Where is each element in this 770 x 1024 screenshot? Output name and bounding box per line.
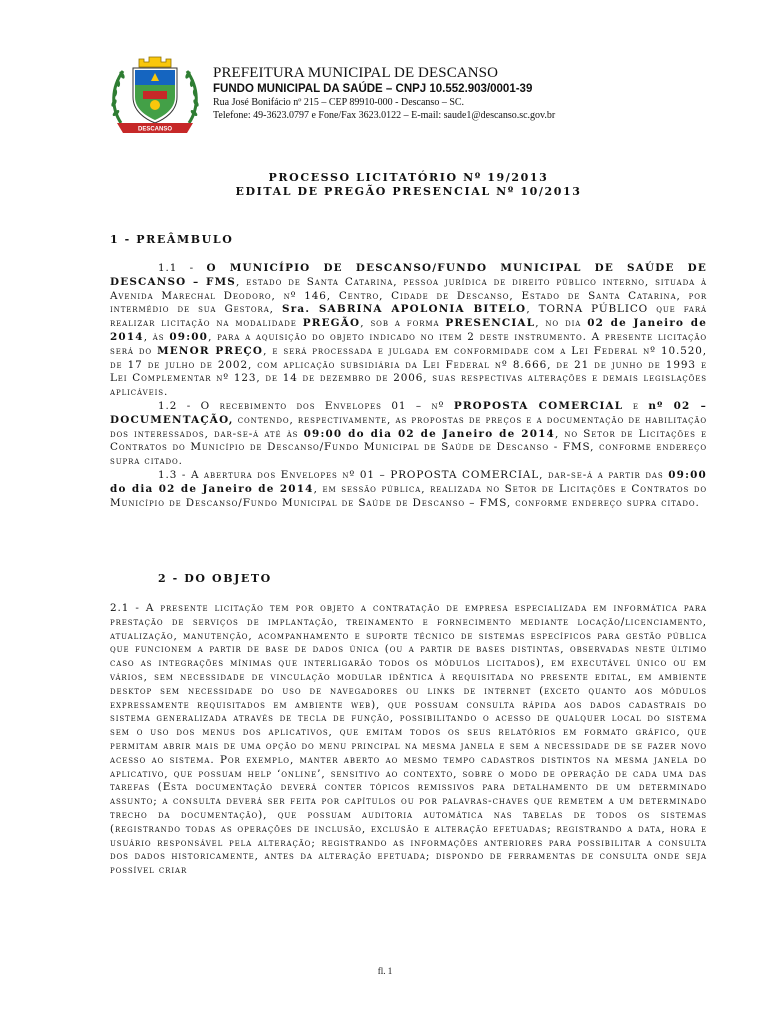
letterhead-address: Rua José Bonifácio nº 215 – CEP 89910-000 - Descanso – SC.: [213, 97, 465, 108]
letterhead: [213, 64, 733, 122]
letterhead-title: PREFEITURA MUNICIPAL DE DESCANSO: [213, 65, 499, 81]
section-heading-preambulo: 1 - PREÂMBULO: [110, 233, 234, 246]
preambulo-body: [110, 262, 707, 510]
paragraph-1-1: 1.1 - O MUNICÍPIO DE DESCANSO/FUNDO MUNICIPAL DE SAÚDE DE DESCANSO – FMS, estado de Santa Catarina, pessoa jurídica de direito público interno, situada à Avenida Marechal Deodoro, nº 146, Centro, Cidade de Descanso, Estado de Santa Catarina, por intermédio de sua Gestora, Sra. SABRINA APOLONIA BITELO, TORNA PÚBLICO que fará realizar licitação na modalidade PREGÃO, sob a forma PRESENCIAL, no dia 02 de Janeiro de 2014, às 09:00, para a aquisição do objeto indicado no item 2 deste instrumento. A presente licitação será do MENOR PREÇO, e será processada e julgada em conformidade com a Lei Federal nº 10.520, de 17 de julho de 2002, com aplicação subsidiária da Lei Federal nº 8.666, de 21 de junho de 1993 e Lei Complementar nº 123, de 14 de dezembro de 2006, suas respectivas alterações e demais legislações aplicáveis.: [110, 262, 708, 399]
process-title: PROCESSO LICITATÓRIO Nº 19/2013: [268, 171, 549, 184]
objeto-body: [110, 602, 707, 878]
letterhead-fund: FUNDO MUNICIPAL DA SAÚDE – CNPJ 10.552.903/0001-39: [213, 83, 533, 95]
paragraph-1-2: 1.2 - O recebimento dos Envelopes 01 – nº PROPOSTA COMERCIAL e nº 02 – DOCUMENTAÇÃO, contendo, respectivamente, as propostas de preços e a documentação de habilitação dos interessados, dar-se-á até às 09:00 do dia 02 de Janeiro de 2014, no Setor de Licitações e Contratos do Município de Descanso/Fundo Municipal de Saúde de Descanso - FMS, conforme endereço supra citado.: [110, 399, 708, 468]
edital-title: EDITAL DE PREGÃO PRESENCIAL Nº 10/2013: [235, 185, 582, 198]
letterhead-phone: Telefone: 49-3623.0797 e Fone/Fax 3623.0122 – E-mail: saude1@descanso.sc.gov.br: [213, 110, 556, 121]
document-title: [110, 171, 707, 199]
crest-ribbon-text: DESCANSO: [137, 126, 173, 133]
section-heading-objeto: 2 - DO OBJETO: [158, 572, 272, 585]
paragraph-2-1: 2.1 - A presente licitação tem por objeto a contratação de empresa especializada em informática para prestação de serviços de implantação, treinamento e fornecimento mediante locação/licenciamento, atualização, manutenção, acompanhamento e suporte técnico de sistemas específicos para gestão pública que funcionem a partir de base de dados única (ou a partir de bases distintas, observadas neste último caso as integrações mínimas que interligarão todos os módulos licitados), em executável único ou em vários, sem necessidade de vinculação modular idêntica à requisitada no presente edital, em ambiente desktop sem necessidade do uso de navegadores ou links de internet (exceto quanto aos módulos expressamente requisitados em ambiente web), que possuam consulta rápida aos dados cadastrais do sistema generalizada através de tecla de função, possibilitando o acesso de qualquer local do sistema sem o uso dos menus dos aplicativos, que emitam todos os seus relatórios em formato gráfico, que permitam abrir mais de uma opção do menu principal na mesma janela e sem a necessidade de se fazer novo acesso ao sistema. Por exemplo, manter aberto ao mesmo tempo cadastros distintos na mesma janela do aplicativo, que possuam help ‘online’, sensitivo ao contexto, sobre o modo de operação de cada uma das tarefas (Esta documentação deverá conter tópicos remissivos para detalhamento de um determinado assunto; a consulta deverá ser feita por capítulos ou por palavras-chaves que remetem a um determinado trecho da documentação), que possuam auditoria automática nas tabelas de todos os sistemas (registrando todas as operações de inclusão, exclusão e alteração efetuadas; registrando a data, hora e usuário responsável pela alteração; registrando as informações anteriores para possibilitar a consulta dos dados historicamente, antes da alteração efetuada; dispondo de ferramentas de consulta onde seja possível criar: [110, 602, 707, 877]
municipal-crest-icon: [107, 53, 203, 135]
paragraph-1-3: 1.3 - A abertura dos Envelopes nº 01 – PROPOSTA COMERCIAL, dar-se-á a partir das 09:00 do dia 02 de Janeiro de 2014, em sessão pública, realizada no Setor de Licitações e Contratos do Município de Descanso/Fundo Municipal de Saúde de Descanso – FMS, conforme endereço supra citado.: [110, 468, 707, 509]
page-number: fl. 1: [377, 966, 393, 976]
